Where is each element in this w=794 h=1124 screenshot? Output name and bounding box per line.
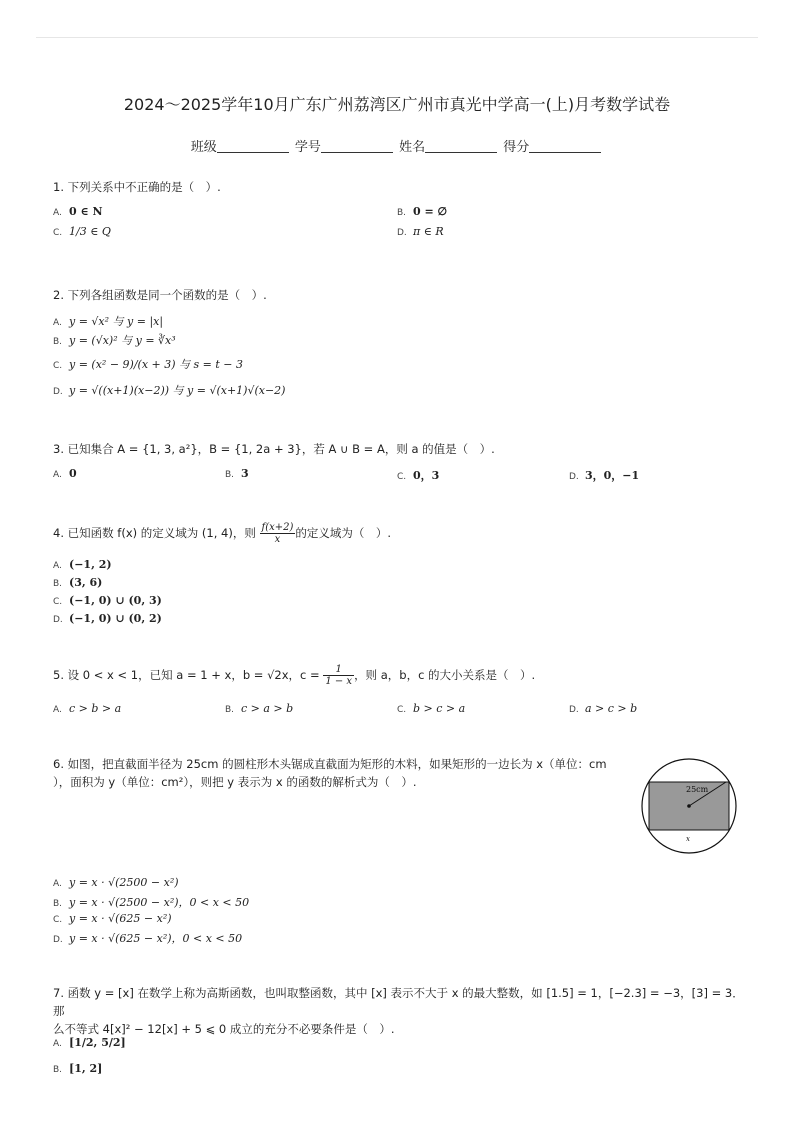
q7-stem: 7. 函数 y = [x] 在数学上称为高斯函数，也叫取整函数，其中 [x] 表示不大于 x 的最大整数，如 [1.5] = 1，[−2.3] = −3，[3] = 3．那 么不等式 4[x]² − 12[x] + 5 ⩽ 0 成立的充分不必要条件是（ ）. [53, 986, 744, 1036]
q7-option-b[interactable]: B. [1, 2] [53, 1062, 103, 1075]
q6-stem: 6. 如图，把直截面半径为 25cm 的圆柱形木头锯成直截面为矩形的木料，如果矩形的一边长为 x（单位：cm ），面积为 y（单位：cm²），则把 y 表示为 x 的函数的解析式为（ ）. [53, 757, 607, 789]
q3-option-a[interactable]: A. 0 [53, 467, 77, 480]
id-blank[interactable] [321, 152, 393, 153]
label-score: 得分 [503, 140, 530, 155]
q4-fraction: $\frac{f(x+2)}{x}$ [261, 522, 294, 545]
q1-option-c[interactable]: C. 1/3 ∈ Q [53, 225, 111, 238]
q4-option-c[interactable]: C. (−1, 0) ∪ (0, 3) [53, 594, 162, 607]
score-blank[interactable] [529, 152, 601, 153]
q4-option-b[interactable]: B. (3, 6) [53, 576, 103, 589]
q2-option-c[interactable]: C. y = (x² − 9)/(x + 3) 与 s = t − 3 [53, 358, 244, 371]
q4-option-d[interactable]: D. (−1, 0) ∪ (0, 2) [53, 612, 162, 625]
q6-option-c[interactable]: C. y = x · √(625 − x²) [53, 912, 172, 925]
top-divider [36, 37, 758, 38]
q6-option-a[interactable]: A. y = x · √(2500 − x²) [53, 876, 179, 889]
student-info-line [0, 136, 794, 155]
q6-figure [640, 757, 738, 855]
q2-option-b[interactable]: B. y = (√x)² 与 y = ∛x³ [53, 334, 176, 347]
label-name: 姓名 [399, 140, 426, 155]
q5-fraction: $\frac{1}{1 - x}$ [325, 664, 353, 687]
q6-option-b[interactable]: B. y = x · √(2500 − x²)，0 < x < 50 [53, 896, 250, 909]
q1-option-d[interactable]: D. π ∈ R [397, 225, 444, 238]
q4-option-a[interactable]: A. (−1, 2) [53, 558, 112, 571]
q1-option-b[interactable]: B. 0 = ∅ [397, 205, 448, 218]
q5-option-a[interactable]: A. c > b > a [53, 702, 122, 715]
q3-option-c[interactable]: C. 0，3 [397, 469, 440, 482]
q5-option-c[interactable]: C. b > c > a [397, 702, 466, 715]
q3-option-b[interactable]: B. 3 [225, 467, 249, 480]
radius-label: 25cm [686, 785, 709, 794]
name-blank[interactable] [425, 152, 497, 153]
page-title: 2024～2025学年10月广东广州荔湾区广州市真光中学高一(上)月考数学试卷 [123, 95, 671, 114]
q1-option-a[interactable]: A. 0 ∈ N [53, 205, 103, 218]
q5-option-b[interactable]: B. c > a > b [225, 702, 294, 715]
label-class: 班级 [190, 140, 217, 155]
q6-option-d[interactable]: D. y = x · √(625 − x²)，0 < x < 50 [53, 932, 243, 945]
q5-option-d[interactable]: D. a > c > b [569, 702, 638, 715]
q7-option-a[interactable]: A. [1/2, 5/2] [53, 1036, 126, 1049]
q2-stem: 2. 下列各组函数是同一个函数的是（ ）. [53, 288, 267, 302]
q2-option-d[interactable]: D. y = √((x+1)(x−2)) 与 y = √(x+1)√(x−2) [53, 384, 286, 397]
center-point [687, 804, 691, 808]
label-id: 学号 [294, 140, 321, 155]
side-x-label: x [686, 835, 690, 843]
q4-stem: 4. 已知函数 f(x) 的定义域为 (1, 4)，则 $\frac{f(x+2)}{x}$ 的定义域为（ ）. [53, 522, 392, 545]
q3-stem: 3. 已知集合 A = {1, 3, a²}，B = {1, 2a + 3}，若 A ∪ B = A，则 a 的值是（ ）. [53, 442, 495, 456]
q5-stem: 5. 设 0 < x < 1，已知 a = 1 + x，b = √2x，c = $\frac{1}{1 - x}$ ，则 a，b，c 的大小关系是（ ）. [53, 664, 536, 687]
class-blank[interactable] [217, 152, 289, 153]
q2-option-a[interactable]: A. y = √x² 与 y = |x| [53, 315, 164, 328]
q3-option-d[interactable]: D. 3，0，−1 [569, 469, 640, 482]
q1-stem: 1. 下列关系中不正确的是（ ）. [53, 180, 221, 194]
